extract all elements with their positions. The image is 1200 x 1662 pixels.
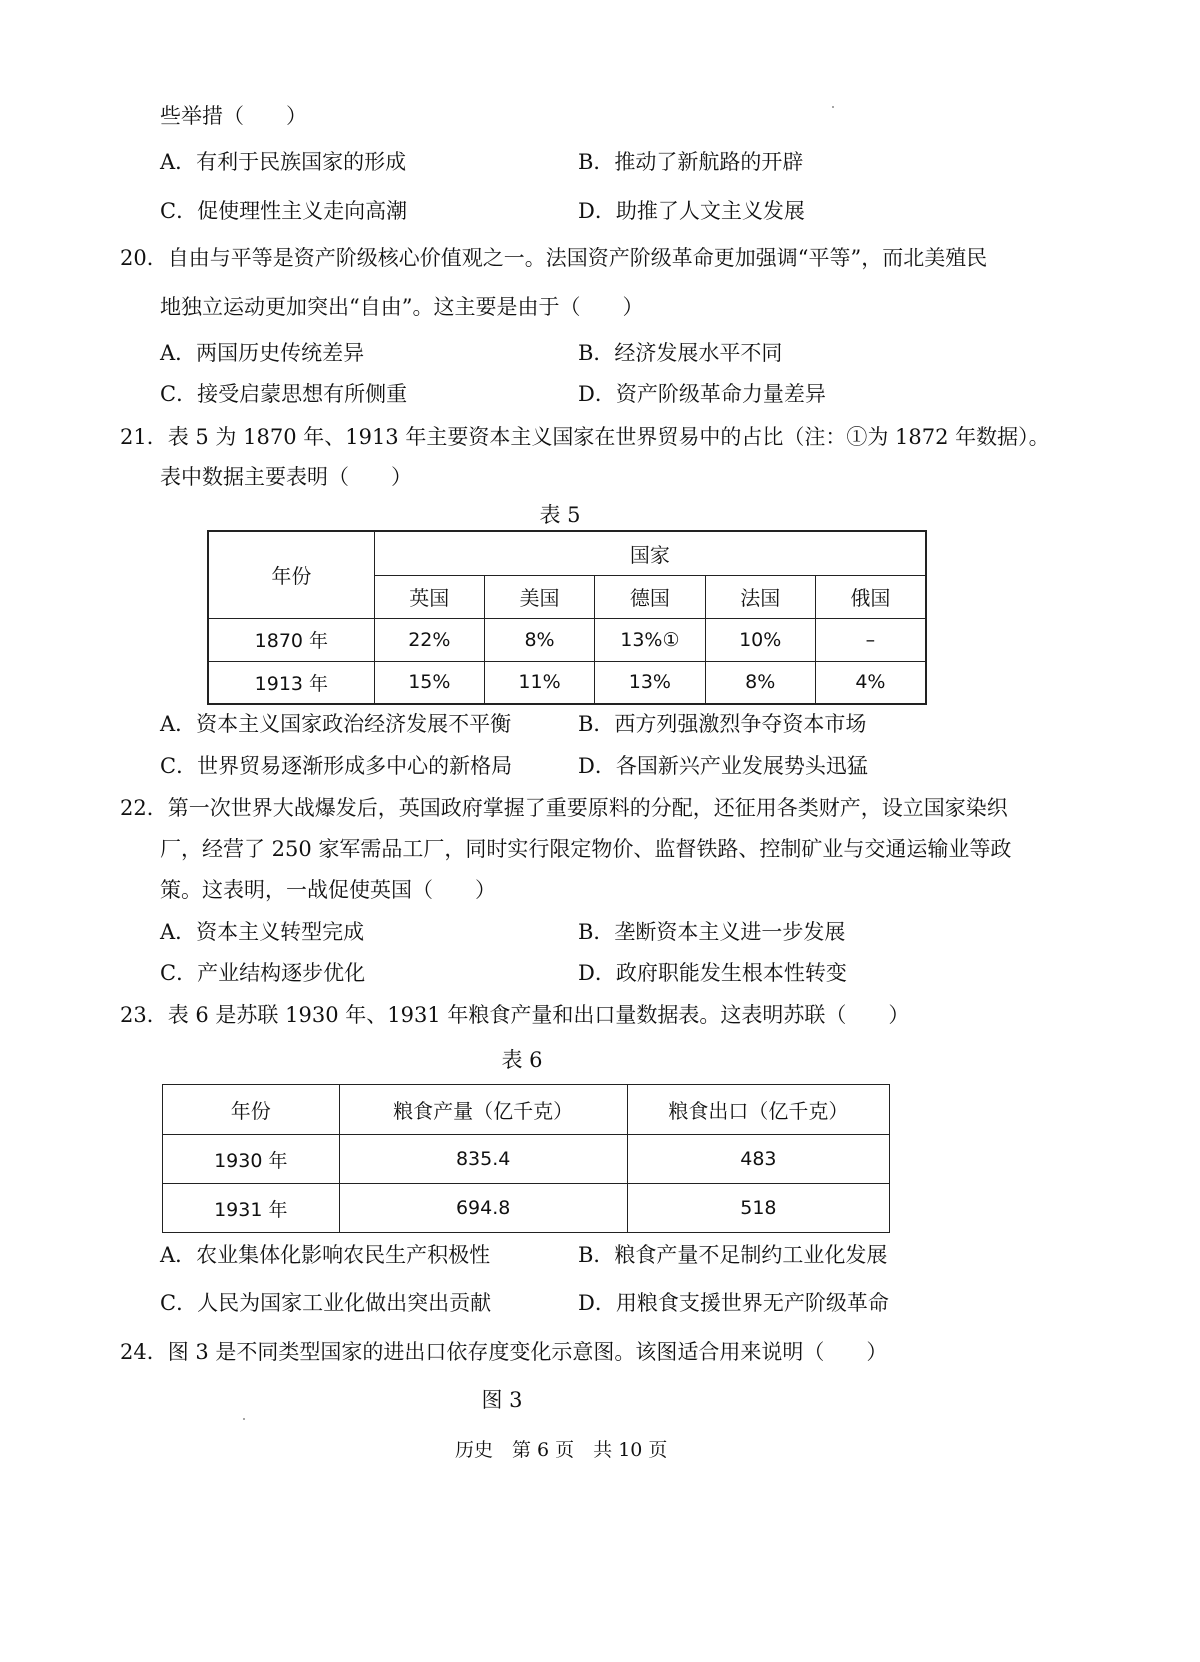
q19-option-a: A．有利于民族国家的形成 [160,150,407,174]
table5-country-uk: 英国 [374,575,484,618]
q20-option-a: A．两国历史传统差异 [160,341,365,365]
table5-row2-uk: 15% [374,661,484,704]
q22-option-c: C．产业结构逐步优化 [160,961,366,985]
figure3-caption: 图 3 [481,1388,523,1412]
table6-row [163,1135,890,1184]
q20-option-c: C．接受启蒙思想有所侧重 [160,382,408,406]
q24-stem-line1: 24．图 3 是不同类型国家的进出口依存度变化示意图。该图适合用来说明（ ） [120,1340,888,1364]
table5-row2-ru: 4% [815,661,926,704]
table6-row1-year: 1930 年 [163,1135,340,1184]
q23-stem-line1: 23．表 6 是苏联 1930 年、1931 年粮食产量和出口量数据表。这表明苏联（ ） [120,1003,910,1027]
table5-row [208,618,926,661]
q20-option-b: B．经济发展水平不同 [578,341,783,365]
q22-stem-line1: 22．第一次世界大战爆发后，英国政府掌握了重要原料的分配，还征用各类财产，设立国家染织 [120,796,1008,820]
table5-country-ru: 俄国 [815,575,926,618]
table5-row2-fr: 8% [705,661,815,704]
table6-row2-production: 694.8 [339,1184,627,1233]
table5-row1-uk: 22% [374,618,484,661]
table6-row1-production: 835.4 [339,1135,627,1184]
page-footer: 历史 第 6 页 共 10 页 [455,1439,668,1461]
q21-option-c: C．世界贸易逐渐形成多中心的新格局 [160,754,513,778]
table5-country-us: 美国 [484,575,594,618]
table6-row1-export: 483 [627,1135,889,1184]
table5-caption: 表 5 [539,503,581,527]
table5-row1-de: 13%① [595,618,705,661]
q20-option-d: D．资产阶级革命力量差异 [578,382,826,406]
q21-option-d: D．各国新兴产业发展势头迅猛 [578,754,868,778]
table5-country-fr: 法国 [705,575,815,618]
table5-country-de: 德国 [595,575,705,618]
table5-row2-us: 11% [484,661,594,704]
table5-row2-de: 13% [595,661,705,704]
table6-header-production: 粮食产量（亿千克） [339,1085,627,1135]
q22-option-b: B．垄断资本主义进一步发展 [578,920,846,944]
table5-row1-fr: 10% [705,618,815,661]
table5-header-year: 年份 [208,531,374,618]
q21-stem-line2: 表中数据主要表明（ ） [160,465,412,489]
q21-option-a: A．资本主义国家政治经济发展不平衡 [160,712,512,736]
table6-header-export: 粮食出口（亿千克） [627,1085,889,1135]
table6-row2-export: 518 [627,1184,889,1233]
q21-stem-line1: 21．表 5 为 1870 年、1913 年主要资本主义国家在世界贸易中的占比（注：①为 1872 年数据）。 [120,425,1050,449]
q20-stem-line1: 20．自由与平等是资产阶级核心价值观之一。法国资产阶级革命更加强调“平等”，而北美殖民 [120,246,988,270]
q22-option-a: A．资本主义转型完成 [160,920,365,944]
q19-option-d: D．助推了人文主义发展 [578,199,805,223]
q20-stem-line2: 地独立运动更加突出“自由”。这主要是由于（ ） [160,295,644,319]
scan-speck [832,106,834,108]
q23-option-c: C．人民为国家工业化做出突出贡献 [160,1291,492,1315]
table6-header-year: 年份 [163,1085,340,1135]
q19-option-b: B．推动了新航路的开辟 [578,150,804,174]
table5-row1-year: 1870 年 [208,618,374,661]
scan-speck [243,1418,245,1420]
q22-stem-line3: 策。这表明，一战促使英国（ ） [160,878,496,902]
q23-option-b: B．粮食产量不足制约工业化发展 [578,1243,888,1267]
table6-row2-year: 1931 年 [163,1184,340,1233]
table5-row1-us: 8% [484,618,594,661]
table6-caption: 表 6 [501,1048,543,1072]
table5-row1-ru: – [815,618,926,661]
q21-option-b: B．西方列强激烈争夺资本市场 [578,712,867,736]
table5-row2-year: 1913 年 [208,661,374,704]
table6 [162,1084,890,1233]
table5-header-country: 国家 [374,531,926,575]
table5-row [208,661,926,704]
q19-continuation: 些举措（ ） [160,104,307,128]
q22-option-d: D．政府职能发生根本性转变 [578,961,847,985]
q23-option-a: A．农业集体化影响农民生产积极性 [160,1243,491,1267]
table6-row [163,1184,890,1233]
table5 [207,530,927,705]
q22-stem-line2: 厂，经营了 250 家军需品工厂，同时实行限定物价、监督铁路、控制矿业与交通运输业等政 [160,837,1012,861]
q23-option-d: D．用粮食支援世界无产阶级革命 [578,1291,889,1315]
q19-option-c: C．促使理性主义走向高潮 [160,199,408,223]
